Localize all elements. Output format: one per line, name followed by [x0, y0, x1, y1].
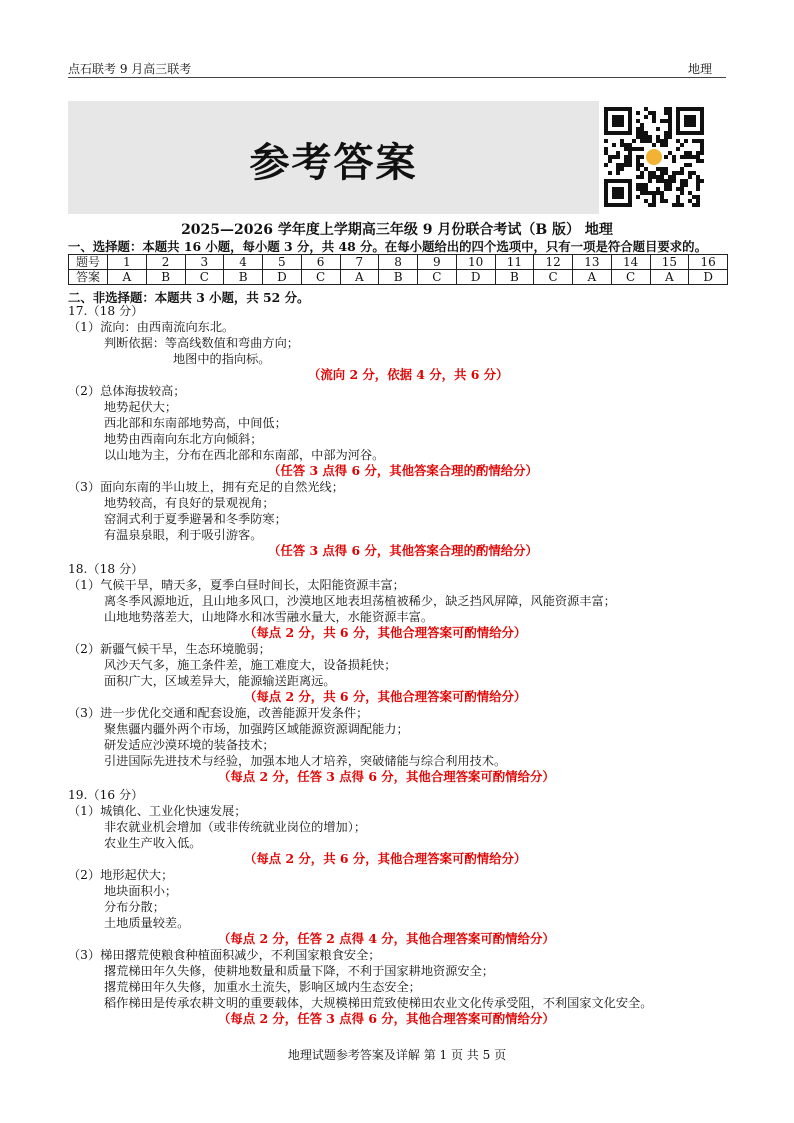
answer-line: 以山地为主，分布在西北部和东南部，中部为河谷。	[104, 448, 385, 462]
question-number: 16	[689, 255, 728, 270]
qr-code	[603, 105, 705, 209]
header-subject: 地理	[688, 62, 713, 76]
score-note: （任答 3 点得 6 分，其他答案合理的酌情给分）	[268, 463, 538, 478]
answer-line: 风沙天气多，施工条件差，施工难度大，设备损耗快；	[104, 658, 397, 672]
answer-line: 离冬季风源地近，且山地多风口，沙漠地区地表坦荡植被稀少，缺乏挡风屏障，风能资源丰富；	[104, 594, 616, 608]
question-number: 14	[611, 255, 650, 270]
question-number: 2	[146, 255, 185, 270]
score-note: （每点 2 分，共 6 分，其他合理答案可酌情给分）	[244, 625, 527, 640]
section2-title: 二、非选择题：本题共 3 小题，共 52 分。	[68, 290, 310, 305]
score-note: （每点 2 分，共 6 分，其他合理答案可酌情给分）	[244, 851, 527, 866]
answer-cell: C	[534, 270, 573, 285]
answer-line: （1）流向：由西南流向东北。	[68, 320, 235, 334]
row-label-answer: 答案	[69, 270, 108, 285]
answer-line: （2）地形起伏大；	[68, 868, 174, 882]
answer-line: （3）梯田撂荒使粮食种植面积减少，不利国家粮食安全；	[68, 948, 381, 962]
question-number: 12	[534, 255, 573, 270]
question-number: 5	[263, 255, 302, 270]
answer-banner	[68, 101, 599, 214]
question-number: 3	[185, 255, 224, 270]
question-number: 15	[650, 255, 689, 270]
answer-line: （1）气候干旱，晴天多，夏季白昼时间长，太阳能资源丰富；	[68, 578, 405, 592]
section1-title: 一、选择题：本题共 16 小题，每小题 3 分，共 48 分。在每小题给出的四个选项中，只有一项是符合题目要求的。	[68, 239, 707, 254]
answer-line: 撂荒梯田年久失修，使耕地数量和质量下降，不利于国家耕地资源安全；	[104, 964, 494, 978]
answer-table	[68, 254, 728, 285]
score-note: （任答 3 点得 6 分，其他答案合理的酌情给分）	[268, 543, 538, 558]
question-19-heading: 19.（16 分）	[68, 788, 144, 802]
answer-cell: A	[108, 270, 147, 285]
answer-line: （2）新疆气候干旱，生态环境脆弱；	[68, 642, 271, 656]
exam-title: 2025—2026 学年度上学期高三年级 9 月份联合考试（B 版） 地理	[181, 222, 613, 238]
question-number: 6	[301, 255, 340, 270]
answer-line: （3）进一步优化交通和配套设施，改善能源开发条件；	[68, 706, 369, 720]
question-number: 10	[456, 255, 495, 270]
answer-cell: A	[573, 270, 612, 285]
answer-cell: D	[456, 270, 495, 285]
question-number: 11	[495, 255, 534, 270]
answer-cell: C	[418, 270, 457, 285]
header-rule	[68, 77, 726, 78]
question-number: 13	[573, 255, 612, 270]
question-number: 9	[418, 255, 457, 270]
question-number: 1	[108, 255, 147, 270]
answer-row	[69, 270, 728, 285]
answer-line: 面积广大，区域差异大，能源输送距离远。	[104, 674, 336, 688]
score-note: （每点 2 分，任答 3 点得 6 分，其他合理答案可酌情给分）	[218, 1011, 555, 1026]
answer-cell: B	[379, 270, 418, 285]
question-number: 7	[340, 255, 379, 270]
answer-cell: C	[611, 270, 650, 285]
answer-cell: B	[224, 270, 263, 285]
answer-cell: A	[650, 270, 689, 285]
answer-cell: A	[340, 270, 379, 285]
answer-line: 地图中的指向标。	[173, 352, 271, 366]
row-label-question: 题号	[69, 255, 108, 270]
question-number-row	[69, 255, 728, 270]
answer-cell: C	[185, 270, 224, 285]
answer-line: 研发适应沙漠环境的装备技术；	[104, 738, 275, 752]
answer-cell: B	[146, 270, 185, 285]
question-number: 4	[224, 255, 263, 270]
answer-line: 非农就业机会增加（或非传统就业岗位的增加）；	[104, 820, 367, 834]
answer-line: 撂荒梯田年久失修，加重水土流失，影响区域内生态安全；	[104, 980, 421, 994]
answer-line: 山地地势落差大，山地降水和冰雪融水量大，水能资源丰富。	[104, 610, 434, 624]
question-18-heading: 18.（18 分）	[68, 562, 144, 576]
answer-line: 地势起伏大；	[104, 400, 178, 414]
answer-line: 土地质量较差。	[104, 916, 190, 930]
answer-line: 稻作梯田是传承农耕文明的重要载体，大规模梯田荒致使梯田农业文化传承受阻，不利国家文化安全。	[104, 996, 653, 1010]
banner-title: 参考答案	[249, 139, 418, 186]
question-17-heading: 17.（18 分）	[68, 304, 144, 318]
answer-cell: D	[263, 270, 302, 285]
answer-cell: B	[495, 270, 534, 285]
answer-cell: C	[301, 270, 340, 285]
score-note: （每点 2 分，任答 3 点得 6 分，其他合理答案可酌情给分）	[218, 769, 555, 784]
answer-line: 分布分散；	[104, 900, 165, 914]
header-left: 点石联考 9 月高三联考	[68, 62, 192, 76]
answer-line: 判断依据：等高线数值和弯曲方向；	[104, 336, 299, 350]
score-note: （每点 2 分，共 6 分，其他合理答案可酌情给分）	[244, 689, 527, 704]
answer-line: 聚焦疆内疆外两个市场，加强跨区域能源资源调配能力；	[104, 722, 409, 736]
answer-line: （2）总体海拔较高；	[68, 384, 186, 398]
answer-line: （3）面向东南的半山坡上，拥有充足的自然光线；	[68, 480, 344, 494]
score-note: （每点 2 分，任答 2 点得 4 分，其他合理答案可酌情给分）	[218, 931, 555, 946]
answer-line: 农业生产收入低。	[104, 836, 202, 850]
question-number: 8	[379, 255, 418, 270]
page-footer: 地理试题参考答案及详解 第 1 页 共 5 页	[287, 1048, 507, 1062]
answer-line: 地块面积小；	[104, 884, 178, 898]
answer-cell: D	[689, 270, 728, 285]
answer-line: 地势较高，有良好的景观视角；	[104, 496, 275, 510]
answer-line: （1）城镇化、工业化快速发展；	[68, 804, 247, 818]
score-note: （流向 2 分，依据 4 分，共 6 分）	[308, 367, 509, 382]
answer-line: 西北部和东南部地势高，中间低；	[104, 416, 287, 430]
answer-line: 地势由西南向东北方向倾斜；	[104, 432, 263, 446]
answer-line: 窑洞式利于夏季避暑和冬季防寒；	[104, 512, 287, 526]
answer-line: 有温泉泉眼，利于吸引游客。	[104, 528, 263, 542]
answer-line: 引进国际先进技术与经验，加强本地人才培养，突破储能与综合利用技术。	[104, 754, 507, 768]
